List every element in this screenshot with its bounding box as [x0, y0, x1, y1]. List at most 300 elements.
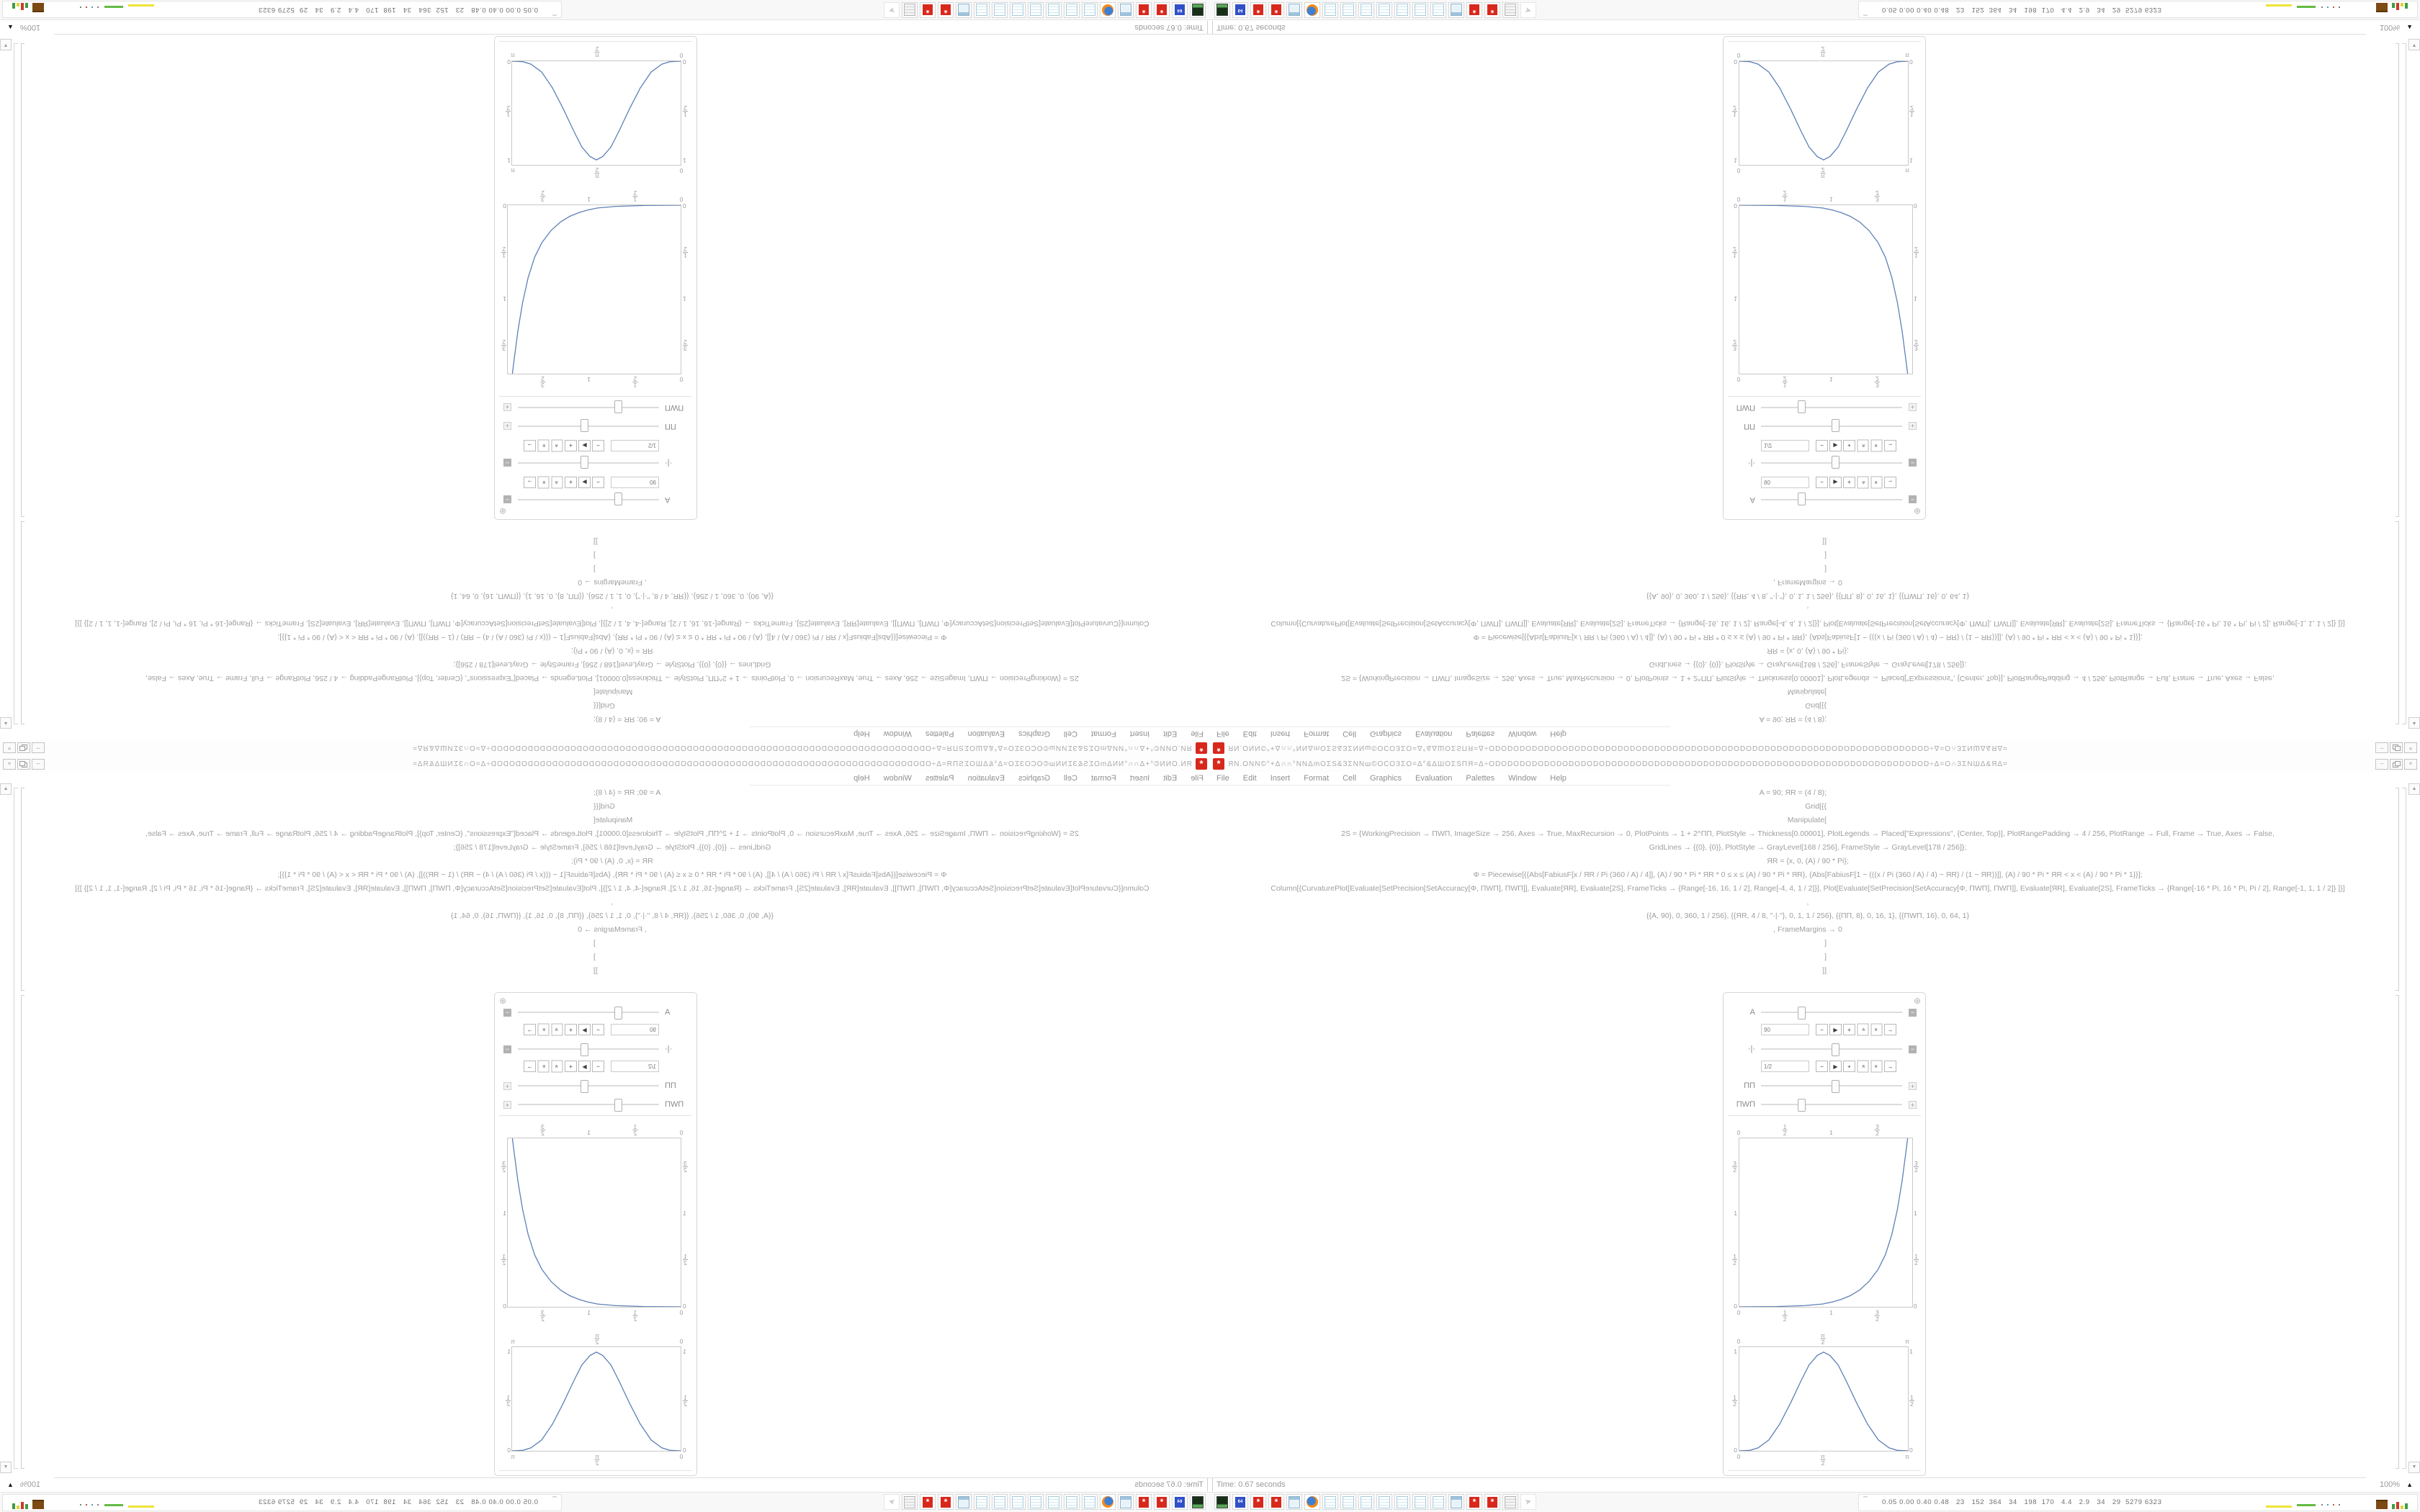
menu-item[interactable]: Edit [1242, 729, 1257, 739]
notebook-code-cell[interactable] [1217, 534, 2398, 726]
slider-thumb[interactable] [581, 1043, 588, 1056]
anim-control-button[interactable]: − [1816, 477, 1828, 488]
minimize-button[interactable]: – [2375, 743, 2388, 754]
scroll-down-icon[interactable]: ▼ [2408, 1462, 2420, 1473]
anim-control-button[interactable]: » [538, 477, 550, 489]
anim-control-button[interactable]: ▶ [1829, 1061, 1842, 1072]
output-cell-bracket[interactable] [21, 43, 24, 517]
magnification-control[interactable]: 100% [19, 23, 41, 32]
taskbar-launcher[interactable] [956, 1494, 972, 1510]
taskbar-launcher[interactable] [1100, 2, 1116, 18]
menu-item[interactable]: Format [1304, 773, 1330, 783]
taskbar-launcher[interactable] [938, 2, 954, 18]
slider-value-field[interactable]: 90 [1761, 477, 1809, 488]
slider-value-field[interactable]: 1/2 [611, 1061, 659, 1072]
taskbar-launcher[interactable] [1304, 2, 1320, 18]
slider-expand-toggle[interactable]: − [503, 496, 511, 504]
code-line: {{A, 90}, 0, 360, 1 / 256}, {{ЯR, 4 / 8, "·|·"}, 0, 1, 1 / 256}, {{ΠΠ, 8}, 0, 16, 1}, {{ΠWΠ, 16}, 0, 64, 1} [1646, 912, 1969, 920]
slider-track[interactable] [518, 1085, 659, 1086]
taskbar-launcher[interactable] [1028, 2, 1044, 18]
taskbar-launcher[interactable] [1412, 2, 1428, 18]
taskbar-launcher[interactable] [1358, 2, 1374, 18]
taskbar-launcher[interactable] [1340, 1494, 1356, 1510]
menu-item[interactable]: Insert [1129, 729, 1150, 739]
input-cell-bracket[interactable] [21, 521, 24, 724]
manipulate-options-icon[interactable]: ⊕ [499, 506, 507, 516]
manipulate-options-icon[interactable]: ⊕ [499, 996, 507, 1006]
restore-button[interactable] [2390, 759, 2403, 770]
launcher-icon [1307, 1496, 1318, 1508]
slider-expand-toggle[interactable]: − [503, 459, 511, 467]
slider-expand-toggle[interactable]: + [503, 423, 511, 431]
tick-label: 0 [1736, 1309, 1741, 1316]
menu-item[interactable]: Edit [1242, 773, 1257, 783]
taskbar-launcher[interactable] [1466, 1494, 1482, 1510]
anim-control-button[interactable]: » [552, 477, 563, 489]
plot1-bottom-ticks [508, 1308, 684, 1323]
menu-item[interactable]: Help [1550, 773, 1567, 783]
anim-control-button[interactable]: → [524, 1061, 536, 1072]
anim-control-button[interactable]: + [1843, 1024, 1855, 1035]
menu-item[interactable]: Help [853, 773, 870, 783]
desktop-taskbar [0, 1492, 1210, 1512]
taskbar-launcher[interactable] [1376, 1494, 1392, 1510]
scroll-down-icon[interactable]: ▼ [0, 1462, 12, 1473]
output-cell-bracket[interactable] [21, 995, 24, 1469]
taskbar-launcher[interactable] [974, 2, 990, 18]
anim-control-button[interactable]: → [1884, 477, 1896, 488]
anim-control-button[interactable]: − [1816, 440, 1828, 451]
taskbar-launcher[interactable] [1064, 2, 1080, 18]
anim-control-button[interactable]: − [1816, 1024, 1828, 1035]
scroll-up-icon[interactable]: ▲ [2408, 783, 2420, 795]
anim-control-button[interactable]: » [1871, 477, 1883, 489]
slider-track[interactable] [518, 462, 659, 464]
slider-expand-toggle[interactable]: + [503, 404, 511, 412]
slider-expand-toggle[interactable]: + [1909, 1101, 1917, 1109]
notebook-code-cell[interactable] [1217, 786, 2398, 978]
slider-thumb[interactable] [1832, 1043, 1839, 1056]
code-line: Φ = Piecewise[{{Abs[FabiusF[x / ЯR / Pi (360 / A) / 4]], (A) / 90 * Pi * ЯR * 0 ≤ x ≤ (A) / 90 * Pi * ЯR}, {Abs[FabiusF[1 − (((x / Pi (360 / A) / 4) − ЯR) / (1 − ЯR))]], (A) / 90 * Pi * ЯR < x < (A) / 90 * Pi * 1}}]; [1473, 633, 2143, 642]
taskbar-launcher[interactable] [1172, 2, 1188, 18]
slider-value-field[interactable]: 90 [611, 477, 659, 488]
menu-item[interactable]: Palettes [925, 729, 954, 739]
slider-thumb[interactable] [1798, 1007, 1806, 1020]
system-monitor-applet[interactable] [2, 1, 562, 18]
menu-item[interactable]: Cell [1063, 729, 1077, 739]
taskbar-launcher[interactable] [1154, 2, 1170, 18]
taskbar-launcher[interactable] [1286, 2, 1302, 18]
taskbar-launcher[interactable] [1100, 1494, 1116, 1510]
taskbar-launcher[interactable] [1046, 2, 1062, 18]
system-monitor-applet[interactable] [1858, 1, 2418, 18]
taskbar-launcher[interactable] [1082, 2, 1098, 18]
taskbar-launcher[interactable] [884, 2, 900, 18]
taskbar-launcher[interactable] [1190, 2, 1206, 18]
taskbar-launcher[interactable] [992, 1494, 1008, 1510]
scroll-up-icon[interactable]: ▲ [0, 783, 12, 795]
taskbar-launcher[interactable] [1154, 1494, 1170, 1510]
plot2-left-ticks [1724, 1346, 1738, 1454]
anim-control-button[interactable]: → [524, 440, 536, 451]
manipulate-sliders [1724, 398, 1925, 509]
anim-control-button[interactable]: + [565, 440, 577, 451]
taskbar-launcher[interactable] [1412, 1494, 1428, 1510]
resize-corner-icon[interactable]: ▲ [7, 24, 14, 31]
taskbar-launcher[interactable] [1118, 1494, 1134, 1510]
menu-item[interactable]: Insert [1270, 773, 1291, 783]
taskbar-launcher[interactable] [1430, 1494, 1446, 1510]
taskbar-launcher[interactable] [1214, 1494, 1230, 1510]
slider-track[interactable] [1761, 1104, 1902, 1105]
code-line: GridLines → {{0}, {0}}, PlotStyle → GrayLevel[168 / 256], FrameStyle → GrayLevel[178 / 256]}; [453, 843, 771, 852]
anim-control-button[interactable]: + [565, 1024, 577, 1035]
anim-control-button[interactable]: + [1843, 1061, 1855, 1072]
anim-control-button[interactable]: » [1871, 1061, 1883, 1073]
menu-item[interactable]: Edit [1163, 729, 1178, 739]
cell-group-bracket[interactable] [14, 788, 18, 1469]
menu-item[interactable]: Cell [1063, 773, 1077, 783]
system-monitor-applet[interactable] [2, 1494, 562, 1511]
anim-control-button[interactable]: » [1857, 477, 1869, 489]
taskbar-launcher[interactable] [1082, 1494, 1098, 1510]
taskbar-launcher[interactable] [1028, 1494, 1044, 1510]
anim-control-button[interactable]: − [592, 440, 604, 451]
taskbar-launcher[interactable] [1484, 1494, 1500, 1510]
taskbar-launcher[interactable] [1046, 1494, 1062, 1510]
taskbar-launcher[interactable] [902, 2, 918, 18]
tick-label: 1 2 [684, 245, 687, 259]
menu-item[interactable]: Graphics [1018, 773, 1050, 783]
slider-track[interactable] [518, 426, 659, 427]
slider-track[interactable] [1761, 1012, 1902, 1013]
minimize-button[interactable]: – [32, 759, 45, 770]
plot1-top-ticks [508, 375, 684, 390]
slider-thumb[interactable] [1798, 400, 1806, 413]
anim-control-button[interactable]: − [1816, 1061, 1828, 1072]
output-cell-bracket[interactable] [2396, 43, 2399, 517]
anim-control-button[interactable]: » [538, 1061, 550, 1073]
taskbar-launcher[interactable] [1502, 1494, 1518, 1510]
slider-expand-toggle[interactable]: − [1909, 459, 1917, 467]
cell-group-bracket[interactable] [2402, 43, 2406, 724]
slider-track[interactable] [1761, 1048, 1902, 1050]
menu-item[interactable]: Graphics [1370, 729, 1402, 739]
slider-expand-toggle[interactable]: + [1909, 1082, 1917, 1090]
restore-button[interactable] [17, 743, 30, 754]
taskbar-launcher[interactable] [938, 1494, 954, 1510]
tick-label: 1 2 [502, 245, 506, 259]
magnification-control[interactable]: 100% [2379, 23, 2401, 32]
taskbar-launcher[interactable] [1466, 2, 1482, 18]
taskbar-launcher[interactable] [1214, 2, 1230, 18]
anim-control-button[interactable]: → [524, 1024, 536, 1035]
close-button[interactable]: × [3, 759, 16, 770]
menu-item[interactable]: Palettes [1466, 729, 1495, 739]
notebook-code-cell[interactable] [22, 534, 1203, 726]
taskbar-launcher[interactable] [1322, 2, 1338, 18]
manipulate-options-icon[interactable]: ⊕ [1913, 506, 1921, 516]
plot2-bump-plot [1739, 60, 1909, 166]
slider-thumb[interactable] [1832, 419, 1839, 432]
menu-item[interactable]: Format [1090, 773, 1116, 783]
slider-expand-toggle[interactable]: − [1909, 1009, 1917, 1017]
menu-item[interactable]: Evaluation [1415, 773, 1453, 783]
taskbar-launcher[interactable] [1232, 2, 1248, 18]
slider-thumb[interactable] [1798, 1099, 1806, 1112]
taskbar-launcher[interactable] [1250, 2, 1266, 18]
scroll-up-icon[interactable]: ▲ [0, 717, 12, 729]
close-button[interactable]: × [2404, 759, 2417, 770]
slider-thumb[interactable] [614, 400, 622, 413]
anim-control-button[interactable]: − [592, 1061, 604, 1072]
anim-control-button[interactable]: ▶ [578, 1061, 591, 1072]
menu-item[interactable]: File [1191, 729, 1204, 739]
cell-group-bracket[interactable] [14, 43, 18, 724]
slider-expand-toggle[interactable]: + [503, 1101, 511, 1109]
taskbar-launcher[interactable] [1118, 2, 1134, 18]
slider-track[interactable] [1761, 407, 1902, 408]
cell-insertion-line [1210, 785, 1671, 786]
resize-corner-icon[interactable]: ▲ [7, 1481, 14, 1488]
taskbar-launcher[interactable] [1268, 1494, 1284, 1510]
slider-expand-toggle[interactable]: − [1909, 1045, 1917, 1053]
taskbar-launcher[interactable] [920, 2, 936, 18]
taskbar-launcher[interactable] [1010, 2, 1026, 18]
taskbar-launcher[interactable] [1520, 2, 1536, 18]
anim-control-button[interactable]: ▶ [1829, 477, 1842, 488]
scroll-down-icon[interactable]: ▼ [2408, 39, 2420, 50]
taskbar-launcher[interactable] [992, 2, 1008, 18]
taskbar-launcher[interactable] [1250, 1494, 1266, 1510]
anim-control-button[interactable]: + [1843, 477, 1855, 488]
desktop-screen [0, 756, 1210, 1512]
launcher-icon: * [1157, 1497, 1167, 1508]
slider-track[interactable] [518, 1104, 659, 1105]
anim-control-button[interactable]: − [592, 477, 604, 488]
menu-item[interactable]: Palettes [925, 773, 954, 783]
slider-value-field[interactable]: 1/2 [1761, 1061, 1809, 1072]
tick-label: 0 [1909, 58, 1913, 66]
taskbar-launcher[interactable] [884, 1494, 900, 1510]
slider-expand-toggle[interactable]: + [1909, 423, 1917, 431]
anim-control-button[interactable]: » [552, 440, 563, 452]
menu-item[interactable]: Format [1090, 729, 1116, 739]
close-button[interactable]: × [3, 743, 16, 754]
slider-track[interactable] [1761, 426, 1902, 427]
slider-expand-toggle[interactable]: − [1909, 496, 1917, 504]
slider-thumb[interactable] [614, 1007, 622, 1020]
menu-item[interactable]: Help [853, 729, 870, 739]
anim-control-button[interactable]: » [1857, 1024, 1869, 1036]
input-cell-bracket[interactable] [21, 788, 24, 991]
slider-track[interactable] [1761, 499, 1902, 500]
anim-control-button[interactable]: → [1884, 440, 1896, 451]
vertical-scrollbar[interactable] [2408, 783, 2419, 1473]
taskbar-launcher[interactable] [1430, 2, 1446, 18]
taskbar-launcher[interactable] [1502, 2, 1518, 18]
menu-item[interactable]: Graphics [1018, 729, 1050, 739]
animation-controls-row [495, 475, 659, 490]
menu-item[interactable]: File [1191, 773, 1204, 783]
tick-label: 1 2 [1783, 375, 1787, 389]
monitor-dot [80, 1504, 81, 1506]
restore-button[interactable] [2390, 743, 2403, 754]
slider-value-field[interactable]: 1/2 [611, 440, 659, 451]
menu-item[interactable]: Evaluation [967, 773, 1005, 783]
taskbar-launcher[interactable] [1520, 1494, 1536, 1510]
scroll-down-icon[interactable]: ▼ [0, 39, 12, 50]
slider-thumb[interactable] [581, 1080, 588, 1093]
tick-label: 0 [683, 1302, 686, 1310]
close-button[interactable]: × [2404, 743, 2417, 754]
taskbar-launcher[interactable] [1190, 1494, 1206, 1510]
anim-control-button[interactable]: ▶ [578, 440, 591, 451]
slider-thumb[interactable] [1832, 456, 1839, 469]
anim-control-button[interactable]: » [552, 1024, 563, 1036]
slider-value-field[interactable]: 1/2 [1761, 440, 1809, 451]
anim-control-button[interactable]: » [1871, 1024, 1883, 1036]
tick-label: $\frac{\pi}{2}$ [595, 1332, 599, 1346]
menu-item[interactable]: Evaluation [1415, 729, 1453, 739]
system-monitor-applet[interactable] [1858, 1494, 2418, 1511]
slider-value-field[interactable]: 90 [1761, 1024, 1809, 1035]
anim-control-button[interactable]: + [1843, 440, 1855, 451]
input-cell-bracket[interactable] [2396, 521, 2399, 724]
menu-item[interactable]: Cell [1343, 773, 1357, 783]
anim-control-button[interactable]: » [538, 440, 550, 452]
taskbar-launcher[interactable] [1232, 1494, 1248, 1510]
vertical-scrollbar[interactable] [2408, 39, 2419, 729]
slider-track[interactable] [1761, 462, 1902, 464]
taskbar-launcher[interactable] [1304, 1494, 1320, 1510]
anim-control-button[interactable]: + [565, 477, 577, 488]
taskbar-launcher[interactable] [1064, 1494, 1080, 1510]
restore-button[interactable] [17, 759, 30, 770]
slider-thumb[interactable] [581, 456, 588, 469]
slider-track[interactable] [518, 407, 659, 408]
tick-label: 3 2 [1733, 338, 1736, 352]
taskbar-launcher[interactable] [1268, 2, 1284, 18]
launcher-icon [1379, 1496, 1390, 1508]
menu-item[interactable]: Window [1508, 729, 1537, 739]
tick-label: 1 2 [1733, 245, 1736, 259]
slider-expand-toggle[interactable]: + [503, 1082, 511, 1090]
scroll-up-icon[interactable]: ▲ [2408, 717, 2420, 729]
menu-item[interactable]: Palettes [1466, 773, 1495, 783]
anim-control-button[interactable]: → [1884, 1061, 1896, 1072]
slider-expand-toggle[interactable]: + [1909, 404, 1917, 412]
taskbar-launcher[interactable] [1484, 2, 1500, 18]
anim-control-button[interactable]: ▶ [578, 1024, 591, 1035]
taskbar-launcher[interactable] [1394, 2, 1410, 18]
taskbar-launcher[interactable] [956, 2, 972, 18]
slider-thumb[interactable] [1798, 492, 1806, 505]
anim-control-button[interactable]: ▶ [1829, 1024, 1842, 1035]
anim-control-button[interactable]: + [565, 1061, 577, 1072]
taskbar-launcher[interactable] [1136, 2, 1152, 18]
anim-control-button[interactable]: » [552, 1061, 563, 1073]
menu-item[interactable]: Window [1508, 773, 1537, 783]
output-cell-bracket[interactable] [2396, 995, 2399, 1469]
taskbar-launcher[interactable] [1358, 1494, 1374, 1510]
taskbar-launcher[interactable] [1010, 1494, 1026, 1510]
vertical-scrollbar[interactable] [1, 39, 12, 729]
cell-group-bracket[interactable] [2402, 788, 2406, 1469]
slider-track[interactable] [518, 499, 659, 500]
slider-thumb[interactable] [581, 419, 588, 432]
minimize-button[interactable]: – [2375, 759, 2388, 770]
menu-item[interactable]: File [1216, 773, 1229, 783]
taskbar-launcher[interactable] [1448, 2, 1464, 18]
taskbar-launcher[interactable] [1340, 2, 1356, 18]
input-cell-bracket[interactable] [2396, 788, 2399, 991]
menu-item[interactable]: Graphics [1370, 773, 1402, 783]
menu-item[interactable]: Edit [1163, 773, 1178, 783]
anim-control-button[interactable]: − [592, 1024, 604, 1035]
slider-expand-toggle[interactable]: − [503, 1045, 511, 1053]
taskbar-launcher[interactable] [902, 1494, 918, 1510]
taskbar-launcher[interactable] [1172, 1494, 1188, 1510]
menu-item[interactable]: Insert [1129, 773, 1150, 783]
evaluation-time: Time: 0.67 seconds [1216, 1480, 1286, 1489]
menu-item[interactable]: Evaluation [967, 729, 1005, 739]
menu-item[interactable]: Help [1550, 729, 1567, 739]
anim-control-button[interactable]: → [524, 477, 536, 488]
resize-corner-icon[interactable]: ▲ [2406, 24, 2413, 31]
taskbar-launcher[interactable] [1286, 1494, 1302, 1510]
taskbar-launcher[interactable] [1376, 2, 1392, 18]
taskbar-launcher[interactable] [1394, 1494, 1410, 1510]
taskbar-launcher[interactable] [920, 1494, 936, 1510]
taskbar-launcher[interactable] [1136, 1494, 1152, 1510]
anim-control-button[interactable]: ▶ [1829, 440, 1842, 451]
anim-control-button[interactable]: → [1884, 1024, 1896, 1035]
anim-control-button[interactable]: » [1871, 440, 1883, 452]
menu-item[interactable]: File [1216, 729, 1229, 739]
anim-control-button[interactable]: » [538, 1024, 550, 1036]
slider-track[interactable] [1761, 1085, 1902, 1086]
minimize-button[interactable]: – [32, 743, 45, 754]
vertical-scrollbar[interactable] [1, 783, 12, 1473]
taskbar-launcher[interactable] [1322, 1494, 1338, 1510]
launcher-icon: 64 [1175, 5, 1185, 16]
magnification-control[interactable]: 100% [2379, 1480, 2401, 1489]
manipulate-options-icon[interactable]: ⊕ [1913, 996, 1921, 1006]
slider-thumb[interactable] [614, 492, 622, 505]
anim-control-button[interactable]: ▶ [578, 477, 591, 488]
menu-item[interactable]: Cell [1343, 729, 1357, 739]
slider-track[interactable] [518, 1012, 659, 1013]
menu-item[interactable]: Window [883, 773, 912, 783]
slider-expand-toggle[interactable]: − [503, 1009, 511, 1017]
taskbar-launcher[interactable] [974, 1494, 990, 1510]
anim-control-button[interactable]: » [1857, 440, 1869, 452]
slider-track[interactable] [518, 1048, 659, 1050]
menu-item[interactable]: Window [883, 729, 912, 739]
menu-item[interactable]: Format [1304, 729, 1330, 739]
taskbar-launcher[interactable] [1448, 1494, 1464, 1510]
slider-thumb[interactable] [1832, 1080, 1839, 1093]
anim-control-button[interactable]: » [1857, 1061, 1869, 1073]
magnification-control[interactable]: 100% [19, 1480, 41, 1489]
notebook-code-cell[interactable] [22, 786, 1203, 978]
menu-item[interactable]: Insert [1270, 729, 1291, 739]
resize-corner-icon[interactable]: ▲ [2406, 1481, 2413, 1488]
slider-thumb[interactable] [614, 1099, 622, 1112]
slider-value-field[interactable]: 90 [611, 1024, 659, 1035]
tick-label: $\frac{1}{2}$ [1783, 1123, 1787, 1137]
